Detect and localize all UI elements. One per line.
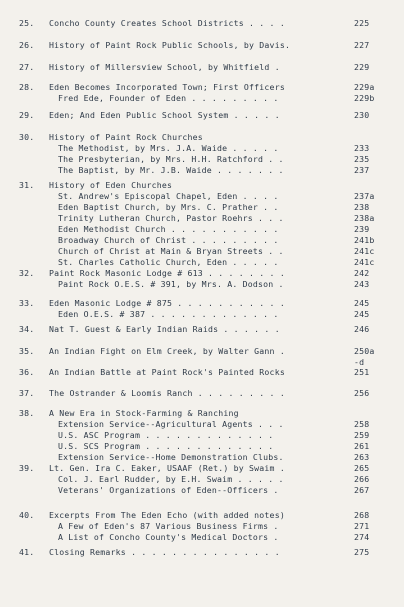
entry-subtitle: Eden Baptist Church, by Mrs. C. Prather . . xyxy=(58,202,279,212)
page-number: 241b xyxy=(354,235,375,245)
entry-title: Concho County Creates School Districts . . . . xyxy=(49,18,285,28)
toc-entry xyxy=(0,408,404,468)
entry-number: 32. xyxy=(19,268,35,278)
page-number: -d xyxy=(354,357,365,367)
entry-title: Paint Rock Masonic Lodge # 613 . . . . . . . . xyxy=(49,268,285,278)
toc-entry xyxy=(0,180,404,267)
entry-title: History of Paint Rock Churches xyxy=(49,132,203,142)
page-number: 261 xyxy=(354,441,370,451)
page-number: 237 xyxy=(354,165,370,175)
page-number: 268 xyxy=(354,510,370,520)
entry-number: 41. xyxy=(19,547,35,557)
entry-title: A New Era in Stock-Farming & Ranching xyxy=(49,408,239,418)
entry-subtitle: A Few of Eden's 87 Various Business Firms . xyxy=(58,521,279,531)
page-number: 263 xyxy=(354,452,370,462)
entry-title: Lt. Gen. Ira C. Eaker, USAAF (Ret.) by Swaim . xyxy=(49,463,285,473)
entry-number: 40. xyxy=(19,510,35,520)
entry-title: Nat T. Guest & Early Indian Raids . . . . . . xyxy=(49,324,280,334)
page-number: 243 xyxy=(354,279,370,289)
entry-title: An Indian Battle at Paint Rock's Painted Rocks xyxy=(49,367,285,377)
page-number xyxy=(354,132,399,143)
page-number: 259 xyxy=(354,430,370,440)
entry-title: History of Eden Churches xyxy=(49,180,173,190)
page-number: 258 xyxy=(354,419,370,429)
page-number: 271 xyxy=(354,521,370,531)
entry-number: 39. xyxy=(19,463,35,473)
entry-title: Eden; And Eden Public School System . . . . . xyxy=(49,110,280,120)
entry-subtitle: Extension Service--Agricultural Agents . . . xyxy=(58,419,284,429)
page-number: 274 xyxy=(354,532,370,542)
entry-number: 26. xyxy=(19,40,35,50)
entry-subtitle: The Presbyterian, by Mrs. H.H. Ratchford . . xyxy=(58,154,284,164)
entry-title: History of Paint Rock Public Schools, by Davis. xyxy=(49,40,291,50)
page-number: 246 xyxy=(354,324,370,334)
entry-subtitle: Church of Christ at Main & Bryan Streets . . xyxy=(58,246,284,256)
page-number: 238a xyxy=(354,213,375,223)
entry-title: Eden Masonic Lodge # 875 . . . . . . . . . . . xyxy=(49,298,285,308)
entry-subtitle: Col. J. Earl Rudder, by E.H. Swaim . . . . . xyxy=(58,474,284,484)
page-number: 233 xyxy=(354,143,370,153)
entry-subtitle: The Baptist, by Mr. J.B. Waide . . . . . . . xyxy=(58,165,284,175)
entry-title: An Indian Fight on Elm Creek, by Walter Gann . xyxy=(49,346,285,356)
page-number: 230 xyxy=(354,110,370,120)
entry-number: 27. xyxy=(19,62,35,72)
page-number: 235 xyxy=(354,154,370,164)
page-number: 238 xyxy=(354,202,370,212)
entry-subtitle: U.S. ASC Program . . . . . . . . . . . . . xyxy=(58,430,274,440)
page-number: 267 xyxy=(354,485,370,495)
page-number: 245 xyxy=(354,298,370,308)
entry-number: 25. xyxy=(19,18,35,28)
entry-number: 33. xyxy=(19,298,35,308)
entry-title: The Ostrander & Loomis Ranch . . . . . . . . . xyxy=(49,388,285,398)
page-number: 275 xyxy=(354,547,370,557)
entry-subtitle: U.S. SCS Program . . . . . . . . . . . . . xyxy=(58,441,274,451)
entry-title: Excerpts From The Eden Echo (with added notes) xyxy=(49,510,285,520)
page-number: 265 xyxy=(354,463,370,473)
page-number: 251 xyxy=(354,367,370,377)
page-number: 237a xyxy=(354,191,375,201)
entry-subtitle: Broadway Church of Christ . . . . . . . . . xyxy=(58,235,279,245)
entry-subtitle: A List of Concho County's Medical Doctors . xyxy=(58,532,279,542)
entry-subtitle: Eden Methodist Church . . . . . . . . . . . xyxy=(58,224,279,234)
entry-number: 29. xyxy=(19,110,35,120)
entry-subtitle: Eden O.E.S. # 387 . . . . . . . . . . . . . xyxy=(58,309,279,319)
page-number: 241c xyxy=(354,257,375,267)
page-number: 241c xyxy=(354,246,375,256)
entry-title: History of Millersview School, by Whitfield . xyxy=(49,62,280,72)
page-number xyxy=(354,408,399,419)
page-number: 225 xyxy=(354,18,370,28)
entry-subtitle: Fred Ede, Founder of Eden . . . . . . . . . xyxy=(58,93,279,103)
page-number: 239 xyxy=(354,224,370,234)
entry-number: 36. xyxy=(19,367,35,377)
entry-number: 37. xyxy=(19,388,35,398)
entry-subtitle: Paint Rock O.E.S. # 391, by Mrs. A. Dodson . xyxy=(58,279,284,289)
entry-subtitle: Trinity Lutheran Church, Pastor Roehrs . . . xyxy=(58,213,284,223)
entry-subtitle: St. Charles Catholic Church, Eden . . . . . xyxy=(58,257,279,267)
entry-number: 35. xyxy=(19,346,35,356)
entry-number: 31. xyxy=(19,180,35,190)
entry-number: 30. xyxy=(19,132,35,142)
entry-title: Eden Becomes Incorporated Town; First Officers xyxy=(49,82,285,92)
page-number: 229b xyxy=(354,93,375,103)
page-number xyxy=(354,180,399,191)
page-number: 250a xyxy=(354,346,375,356)
entry-subtitle: Veterans' Organizations of Eden--Officers . xyxy=(58,485,279,495)
page-number: 242 xyxy=(354,268,370,278)
page-number: 266 xyxy=(354,474,370,484)
entry-subtitle: St. Andrew's Episcopal Chapel, Eden . . . . xyxy=(58,191,279,201)
entry-number: 28. xyxy=(19,82,35,92)
toc-entry xyxy=(0,547,404,607)
page-number: 229 xyxy=(354,62,370,72)
page-number: 245 xyxy=(354,309,370,319)
entry-subtitle: The Methodist, by Mrs. J.A. Waide . . . . . xyxy=(58,143,279,153)
page-number: 227 xyxy=(354,40,370,50)
entry-number: 38. xyxy=(19,408,35,418)
entry-subtitle: Extension Service--Home Demonstration Clubs. xyxy=(58,452,284,462)
page-number: 229a xyxy=(354,82,375,92)
page-number: 256 xyxy=(354,388,370,398)
entry-title: Closing Remarks . . . . . . . . . . . . . . . xyxy=(49,547,280,557)
entry-number: 34. xyxy=(19,324,35,334)
